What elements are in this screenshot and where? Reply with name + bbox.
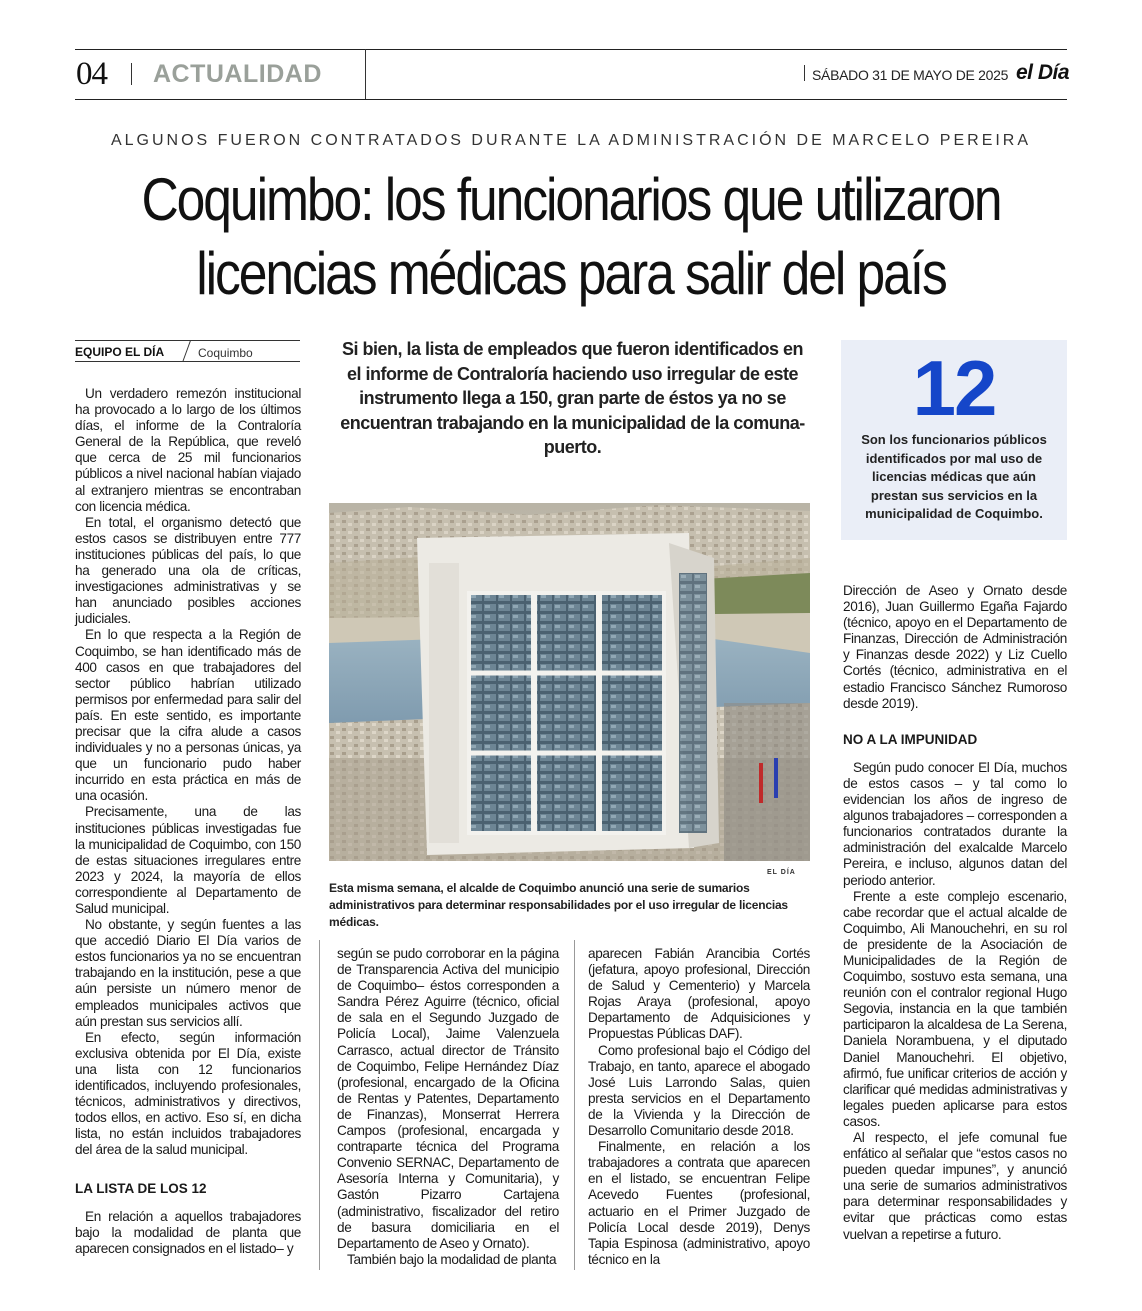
header-top-rule: [75, 49, 1067, 50]
photo-caption: Esta misma semana, el alcalde de Coquimbo anunció una serie de sumarios administrativos para determinar responsabilidades por el uso irregular de licencias médicas.: [329, 881, 788, 929]
header-bottom-rule: [75, 99, 1067, 100]
byline-author: EQUIPO EL DÍA: [75, 345, 165, 359]
column-rule: [574, 940, 575, 1270]
header-divider: [131, 63, 132, 85]
body-column-4: [843, 583, 1067, 1243]
body-paragraph: aparecen Fabián Arancibia Cortés (jefatura, apoyo profesional, Dirección de Salud y Cementerio) y Marcela Rojas Araya (profesional, apoyo Departamento de Adquisiciones y Propuestas Públicas DAF).: [588, 946, 810, 1042]
column-rule: [319, 940, 320, 1270]
article-photo: [329, 503, 810, 861]
stat-number: 12: [912, 344, 996, 432]
stat-description: Son los funcionarios públicos identificados por mal uso de licencias médicas que aún prestan sus servicios en la municipalidad de Coquimbo.: [861, 432, 1047, 521]
body-paragraph: Precisamente, una de las instituciones públicas investigadas fue la municipalidad de Coquimbo, con 150 de estas situaciones irregulares entre 2023 y 2024, la mayoría de ellos correspondiente al Departamento de Salud municipal.: [75, 804, 301, 916]
article-headline: [132, 163, 1011, 311]
byline-rule: [75, 361, 300, 362]
body-paragraph: Como profesional bajo el Código del Trabajo, en tanto, aparece el abogado José Luis Larrondo Salas, quien presta servicios en el Departamento de la Vivienda y la Dirección de Desarrollo Comunitario desde 2018.: [588, 1042, 810, 1139]
byline-rule: [75, 340, 300, 341]
body-paragraph: Según pudo conocer El Día, muchos de estos casos – y tal como lo evidencian los años de ingreso de algunos trabajadores – corresponden a funcionarios contratados durante la administración del exalcalde Marcelo Pereira, e incluso, algunos datan del periodo anterior.: [843, 759, 1067, 888]
headline-line: Coquimbo: los funcionarios que utilizaron: [141, 166, 1001, 233]
newspaper-logo: el Día: [1016, 61, 1070, 84]
headline-line: licencias médicas para salir del país: [196, 240, 946, 307]
body-paragraph: Frente a este complejo escenario, cabe recordar que el actual alcalde de Coquimbo, Ali Manouchehri, en su rol de presidente de la Asociación de Municipalidades de la Región de Coquimbo, sostuvo esta semana, una reunión con el contralor regional Hugo Segovia, instancia en la que también participaron la alcaldesa de La Serena, Daniela Norambuena, y el diputado Daniel Manouchehri. El objetivo, afirmó, fue unificar criterios de acción y clarificar qué medidas administrativas y legales pueden aplicarse para estos casos.: [843, 888, 1067, 1129]
body-paragraph: También bajo la modalidad de planta: [347, 1251, 557, 1267]
body-paragraph: En total, el organismo detectó que estos casos se distribuyen entre 777 instituciones públicas del país, lo que ha generado una ola de críticas, investigaciones administrativas y se han anunciado posibles acciones judiciales.: [75, 514, 301, 627]
body-paragraph: No obstante, y según fuentes a las que accedió Diario El Día varios de estos funcionarios ya no se encuentran trabajando en la institución, pese a que aún persiste un número menor de empleados municipales activos que aún prestan sus servicios allí.: [75, 917, 301, 1029]
body-column-1-bottom: [75, 1181, 301, 1257]
body-paragraph: Al respecto, el jefe comunal fue enfático al señalar que “estos casos no pueden quedar impunes”, y anunció una serie de sumarios administrativos para determinar responsabilidades y evitar que prácticas como estas vuelvan a repetirse a futuro.: [843, 1130, 1067, 1242]
body-paragraph: En relación a aquellos trabajadores bajo la modalidad de planta que aparecen consignados en el listado– y: [75, 1209, 301, 1257]
byline-place: Coquimbo: [198, 346, 253, 360]
issue-date: SÁBADO 31 DE MAYO DE 2025: [812, 67, 1009, 83]
body-paragraph: En lo que respecta a la Región de Coquimbo, se han identificado más de 400 casos en que trabajadores del sector público habrían utilizado permisos por enfermedad para salir del país. En este sentido, es importante precisar que la cifra alude a casos individuales y no a personas únicas, ya que un funcionario pudo haber incurrido en esta práctica en más de una ocasión.: [75, 627, 301, 804]
body-paragraph: Un verdadero remezón institucional ha provocado a lo largo de los últimos días, el informe de la Contraloría General de la República, que reveló que cerca de 25 mil funcionarios públicos a nivel nacional habían viajado al extranjero mientras se encontraban con licencia médica.: [75, 386, 301, 514]
page-number: 04: [76, 56, 107, 92]
body-paragraph: según se pudo corroborar en la página de Transparencia Activa del municipio de Coquimbo– éstos corresponden a Sandra Pérez Aguirre (técnico, oficial de sala en el Segundo Juzgado de Policía Local), Jaime Valenzuela Carrasco, actual director de Tránsito de Coquimbo, Felipe Hernández Díaz (profesional, encargado de la Oficina de Rentas y Patentes, Departamento de Finanzas), Monserrat Herrera Campos (profesional, encargada y contraparte técnica del Programa Convenio SERNAC, Departamento de Asesoría Interna y Comunitaria), y Gastón Pizarro Cartajena (administrativo, fiscalizador del retiro de basura domiciliaria en el Departamento de Aseo y Ornato).: [337, 946, 559, 1251]
body-column-3: [588, 946, 810, 1268]
body-paragraph: Finalmente, en relación a los trabajadores a contrata que aparecen en el listado, se encuentran Felipe Acevedo Fuentes (profesional, actuario en el Primer Juzgado de Policía Local desde 2019), Denys Tapia Espinosa (administrativo, apoyo técnico en la: [588, 1139, 810, 1267]
body-paragraph: En efecto, según información exclusiva obtenida por El Día, existe una lista con 12 funcionarios identificados, incluyendo profesionales, técnicos, administrativos y directivos, todos ellos, en activo. Eso sí, en dicha lista, no están incluidos trabajadores del área de la salud municipal.: [75, 1029, 301, 1158]
section-label: ACTUALIDAD: [153, 60, 322, 88]
subheading: NO A LA IMPUNIDAD: [843, 731, 978, 747]
body-paragraph: Dirección de Aseo y Ornato desde 2016), Juan Guillermo Egaña Fajardo (técnico, apoyo en el Departamento de Finanzas, Dirección de Administración y Finanzas desde 2022) y Liz Cuello Cortés (técnico, administrativa en el estadio Francisco Sánchez Rumoroso desde 2019).: [843, 583, 1067, 711]
subheading: LA LISTA DE LOS 12: [75, 1181, 207, 1196]
photo-credit: EL DÍA: [767, 869, 796, 876]
municipal-building-photo: [329, 503, 810, 861]
body-column-1: [75, 386, 301, 1159]
byline-separator: [182, 341, 192, 362]
article-deck: Si bien, la lista de empleados que fueron identificados en el informe de Contraloría haciendo uso irregular de este instrumento llega a 150, gran parte de éstos ya no se encuentran trabajando en la municipalidad de la comuna-puerto.: [340, 339, 805, 458]
header-divider: [804, 65, 805, 81]
article-kicker: ALGUNOS FUERON CONTRATADOS DURANTE LA ADMINISTRACIÓN DE MARCELO PEREIRA: [110, 132, 1032, 149]
header-divider: [365, 49, 366, 99]
body-column-2: [337, 946, 559, 1268]
